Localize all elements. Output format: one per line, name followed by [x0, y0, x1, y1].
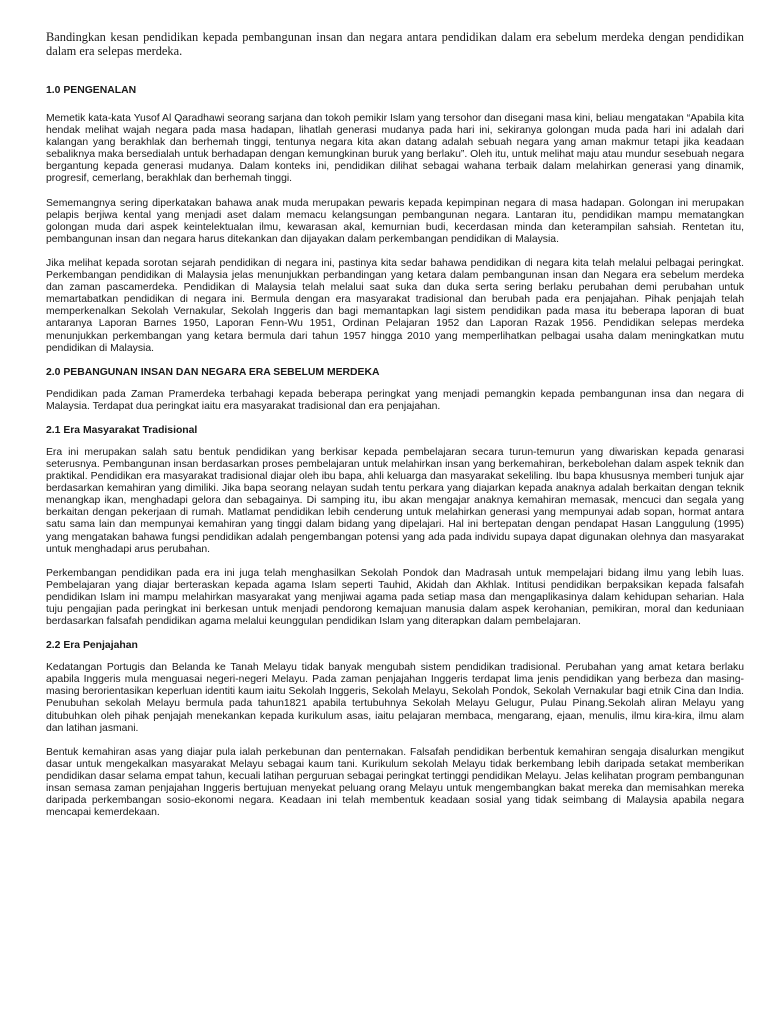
- paragraph: Jika melihat kepada sorotan sejarah pendidikan di negara ini, pastinya kita sedar bahawa pendidikan di negara kita telah melalui pelbagai peringkat. Perkembangan pendidikan di Malaysia jelas menunjukkan perbandingan yang ketara dalam pembangunan insan dan Negara era sebelum merdeka dan zaman pascamerdeka. Pendidikan di Malaysia telah melalui saat suka dan duka serta sering berlaku perubahan demi perubahan untuk memartabatkan pendidikan di negara ini. Bermula dengan era masyarakat tradisional dan berubah pada era penjajahan. Pihak penjajah telah memperkenalkan Sekolah Vernakular, Sekolah Inggeris dan bagi memantapkan lagi sistem pendidikan pada masa itu beberapa laporan di buat antaranya Laporan Barnes 1950, Laporan Fenn-Wu 1951, Ordinan Pelajaran 1952 dan Laporan Razak 1956. Pendidikan selepas merdeka menunjukkan perkembangan yang ketara bermula dari tahun 1957 hingga 2010 yang memperlihatkan pelbagai usaha dalam meningkatkan mutu pendidikan di Malaysia.: [46, 257, 744, 354]
- section-pengenalan: [46, 85, 744, 355]
- section-sebelum-merdeka: [46, 367, 744, 413]
- paragraph: Era ini merupakan salah satu bentuk pendidikan yang berkisar kepada pembelajaran secara turun-temurun yang diwariskan kepada genarasi seterusnya. Pembangunan insan berdasarkan proses pembelajaran untuk melahirkan insan yang berkemahiran, berkebolehan dalam aspek teknik dan praktikal. Pendidikan era masyarakat tradisional diajar oleh ibu bapa, ahli keluarga dan masyarakat sekeliling. Ibu bapa khususnya memberi tunjuk ajar berdasarkan kemahiran yang dimiliki. Jika bapa seorang nelayan sudah tentu perkara yang diajarkan kepada anaknya adalah berkaitan dengan teknik menangkap ikan, menghadapi gelora dan sebagainya. Di samping itu, ibu akan mengajar anaknya kemahiran memasak, mencuci dan segala yang berkaitan dengan pekerjaan di rumah. Matlamat pendidikan lebih cenderung untuk melahirkan generasi yang mempunyai adab sopan, hormat antara satu sama lain dan mempunyai kemahiran yang tinggi dalam bidang yang dipelajari. Hal ini bertepatan dengan pendapat Hasan Langgulung (1995) yang mengatakan bahawa fungsi pendidikan adalah pengembangan potensi yang ada pada individu supaya dapat digunakan olehnya dan masyarakat untuk menghadapi arus perubahan.: [46, 446, 744, 555]
- section-era-masyarakat-tradisional: [46, 425, 744, 628]
- paragraph: Perkembangan pendidikan pada era ini juga telah menghasilkan Sekolah Pondok dan Madrasah untuk mempelajari bidang ilmu yang lebih luas. Pembelajaran yang diajar berteraskan kepada agama Islam seperti Tauhid, Akidah dan Akhlak. Intitusi pendidikan berpaksikan kepada falsafah pendidikan Islam ini mampu melahirkan masyarakat yang menjiwai agama pada setiap masa dan mengaplikasinya dalam kehidupan seharian. Hala tuju pengajian pada peringkat ini berkesan untuk menjadi pendorong kemajuan manusia dalam aspek kerohanian, pemikiran, moral dan keduniaan berdasarkan falsafah pendidikan agama melalui keunggulan pendidikan Islam yang diterapkan dalam pembelajaran.: [46, 567, 744, 628]
- section-heading: 1.0 PENGENALAN: [46, 85, 137, 96]
- section-heading: 2.0 PEBANGUNAN INSAN DAN NEGARA ERA SEBELUM MERDEKA: [46, 366, 380, 378]
- paragraph: Pendidikan pada Zaman Pramerdeka terbahagi kepada beberapa peringkat yang menjadi pemangkin kepada pembangunan insa dan negara di Malaysia. Terdapat dua peringkat iaitu era masyarakat tradisional dan era penjajahan.: [46, 388, 744, 412]
- section-era-penjajahan: [46, 640, 744, 819]
- subsection-heading: 2.2 Era Penjajahan: [46, 640, 138, 652]
- assignment-question: Bandingkan kesan pendidikan kepada pembangunan insan dan negara antara pendidikan dalam era sebelum merdeka dengan pendidikan dalam era selepas merdeka.: [46, 30, 744, 58]
- paragraph: Bentuk kemahiran asas yang diajar pula ialah perkebunan dan penternakan. Falsafah pendidikan berbentuk kemahiran sengaja disalurkan mengikut dasar untuk mengekalkan masyarakat Melayu sebagai kaum tani. Kurikulum sekolah Melayu tidak berkembang lebih daripada setakat memberikan pendidikan dasar selama empat tahun, kecuali latihan perguruan sebagai peringkat tertinggi pendidikan Melayu. Jelas kelihatan program pembangunan insan semasa zaman penjajahan Inggeris bertujuan menyekat peluang orang Melayu untuk mengembangkan bakat mereka dan memisahkan mereka daripada perkembangan sosio-ekonomi negara. Keadaan ini telah membentuk keadaan sosial yang tidak seimbang di Malaysia apabila negara mencapai kemerdekaan.: [46, 746, 744, 819]
- paragraph: Memetik kata-kata Yusof Al Qaradhawi seorang sarjana dan tokoh pemikir Islam yang tersohor dan disegani masa kini, beliau mengatakan “Apabila kita hendak melihat wajah negara pada masa hadapan, lihatlah generasi mudanya pada hari ini, sekiranya golongan muda pada hari ini adalah dari kalangan yang berakhlak dan berhemah tinggi, tentunya negara kita akan datang adalah sebuah negara yang aman makmur tetapi jika keadaan sebaliknya maka bersedialah untuk berhadapan dengan kemungkinan buruk yang berlaku”. Oleh itu, untuk melihat maju atau mundur sesebuah negara bergantung kepada generasi mudanya. Dalam konteks ini, pendidikan dilihat sebagai wahana terbaik dalam melahirkan generasi yang dinamik, progresif, cemerlang, berakhlak dan berhemah tinggi.: [46, 113, 744, 185]
- paragraph: Kedatangan Portugis dan Belanda ke Tanah Melayu tidak banyak mengubah sistem pendidikan tradisional. Perubahan yang amat ketara berlaku apabila Inggeris mula menguasai negeri-negeri Melayu. Pada zaman penjajahan Inggeris terdapat lima jenis pendidikan yang berbeza dan masing-masing berorientasikan keperluan identiti kaum iaitu Sekolah Inggeris, Sekolah Melayu, Sekolah Pondok, Sekolah Vernakular bagi etnik Cina dan India. Penubuhan sekolah Melayu bermula pada tahun1821 apabila tertubuhnya Sekolah Melayu Gelugur, Pulau Pinang.Sekolah aliran Melayu yang ditubuhkan oleh pihak penjajah menekankan kepada kurikulum asas, iaitu pelajaran membaca, mengarang, ejaan, menulis, ilmu kira-kira, ilmu alam dan latihan jasmani.: [46, 662, 744, 734]
- paragraph: Sememangnya sering diperkatakan bahawa anak muda merupakan pewaris kepada kepimpinan negara di masa hadapan. Golongan ini merupakan pelapis berjiwa kental yang menjadi aset dalam memacu kelangsungan pembangunan negara. Lantaran itu, pendidikan mampu mematangkan golongan muda dari aspek keintelektualan ilmu, kewarasan akal, kemurnian budi, kecerdasan minda dan keterampilan sahsiah. Rentetan itu, pembangunan insan dan negara harus ditekankan dan dijayakan dalam perkembangan pendidikan di Malaysia.: [46, 197, 744, 245]
- subsection-heading: 2.1 Era Masyarakat Tradisional: [46, 424, 198, 436]
